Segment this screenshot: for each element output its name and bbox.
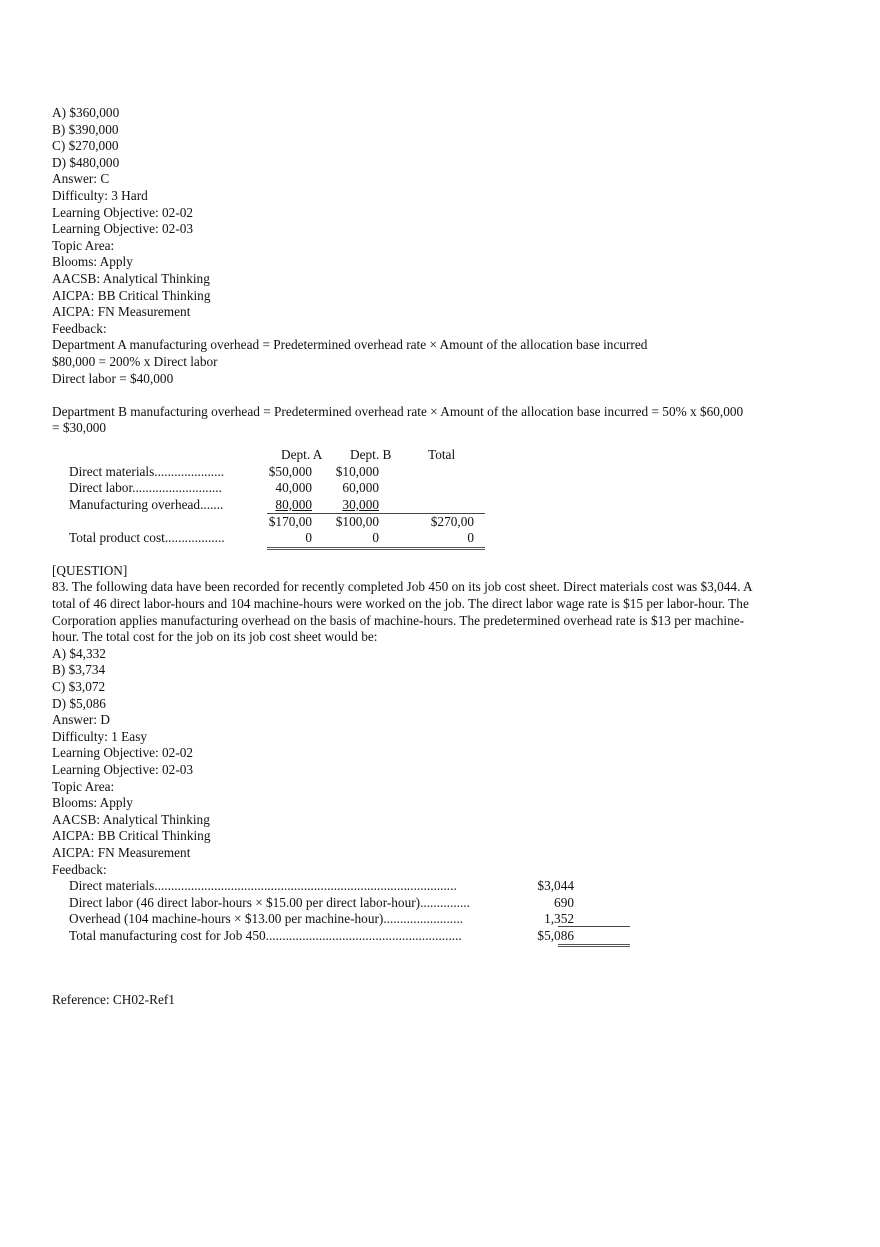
option-c: C) $270,000 <box>52 138 119 154</box>
row-label: Manufacturing overhead....... <box>69 496 224 512</box>
option-b: B) $3,734 <box>52 662 106 678</box>
aicpa: AICPA: FN Measurement <box>52 304 191 320</box>
answer-block-1 <box>52 105 832 437</box>
option-a: A) $4,332 <box>52 645 106 661</box>
blooms: Blooms: Apply <box>52 795 133 811</box>
question-text: 83. The following data have been recorded for recently completed Job 450 on its job cost sheet. Direct materials cost was $3,044. A total of 46 direct labor-hours and 104 machine-hours were worked on the job. The direct labor wage rate is $15 per labor-hour. The Corporation applies manufacturing overhead on the basis of machine-hours. The predetermined overhead rate is $13 per machine-hour. The total cost for the job on its job cost sheet would be: <box>52 579 752 645</box>
cell-dept-a-total: $170,00 <box>268 513 312 529</box>
row-label: Direct labor (46 direct labor-hours × $15.00 per direct labor-hour)............... <box>69 895 470 911</box>
row-label-total: Total product cost.................. <box>69 529 225 545</box>
cell-dept-b-total: $100,00 <box>335 513 379 529</box>
feedback-label: Feedback: <box>52 861 107 877</box>
difficulty: Difficulty: 1 Easy <box>52 728 148 744</box>
option-d: D) $480,000 <box>52 154 120 170</box>
feedback-line: $80,000 = 200% x Direct labor <box>52 353 218 369</box>
learning-objective: Learning Objective: 02-03 <box>52 221 194 237</box>
feedback-line: Department A manufacturing overhead = Predetermined overhead rate × Amount of the allocation base incurred <box>52 337 648 353</box>
cell-dept-a: 80,000 <box>275 496 312 512</box>
aicpa: AICPA: FN Measurement <box>52 844 191 860</box>
row-value: 1,352 <box>544 911 574 927</box>
option-a: A) $360,000 <box>52 105 120 120</box>
difficulty: Difficulty: 3 Hard <box>52 187 148 203</box>
option-b: B) $390,000 <box>52 121 119 137</box>
cost-table <box>52 447 832 551</box>
answer: Answer: D <box>52 712 110 728</box>
row-label: Direct materials..................... <box>69 463 225 479</box>
subtotal-rule <box>558 926 630 927</box>
cell-dept-b: $10,000 <box>335 463 379 479</box>
dept-b-feedback: Department B manufacturing overhead = Predetermined overhead rate × Amount of the allocation base incurred = 50% x $60,000 = $30,000 <box>52 403 744 436</box>
row-label-total: Total manufacturing cost for Job 450........................................................... <box>69 928 462 944</box>
aicpa: AICPA: BB Critical Thinking <box>52 828 211 844</box>
job-cost-table <box>52 878 832 944</box>
row-label: Direct materials........................................................................................... <box>69 878 457 894</box>
aicpa: AICPA: BB Critical Thinking <box>52 287 211 303</box>
option-c: C) $3,072 <box>52 679 106 695</box>
topic-area: Topic Area: <box>52 778 115 794</box>
col-header-dept-a: Dept. A <box>281 446 323 462</box>
learning-objective: Learning Objective: 02-02 <box>52 204 194 220</box>
option-d: D) $5,086 <box>52 695 106 711</box>
cell-dept-b: 30,000 <box>342 496 379 512</box>
row-value: 690 <box>554 895 574 911</box>
document-page <box>52 105 832 1009</box>
reference: Reference: CH02-Ref1 <box>52 992 175 1008</box>
answer: Answer: C <box>52 171 110 187</box>
cell-dept-b-total-cont: 0 <box>372 529 379 545</box>
total-double-rule <box>558 944 630 947</box>
row-label: Overhead (104 machine-hours × $13.00 per machine-hour)........................ <box>69 911 464 927</box>
feedback-line: Direct labor = $40,000 <box>52 370 174 386</box>
col-header-total: Total <box>428 446 456 462</box>
topic-area: Topic Area: <box>52 237 115 253</box>
total-double-rule <box>267 547 485 550</box>
row-label: Direct labor........................... <box>69 479 222 495</box>
cell-dept-b: 60,000 <box>342 479 379 495</box>
aacsb: AACSB: Analytical Thinking <box>52 270 210 286</box>
cell-grand-total: $270,00 <box>430 513 474 529</box>
question-block <box>52 563 832 878</box>
cell-grand-total-cont: 0 <box>467 529 474 545</box>
learning-objective: Learning Objective: 02-02 <box>52 745 194 761</box>
aacsb: AACSB: Analytical Thinking <box>52 811 210 827</box>
cell-dept-a-total-cont: 0 <box>305 529 312 545</box>
learning-objective: Learning Objective: 02-03 <box>52 762 194 777</box>
question-tag: [QUESTION] <box>52 562 128 578</box>
col-header-dept-b: Dept. B <box>350 446 392 462</box>
row-value: $3,044 <box>537 878 574 894</box>
blooms: Blooms: Apply <box>52 254 133 270</box>
feedback-label: Feedback: <box>52 320 107 336</box>
row-value-total: $5,086 <box>537 928 574 944</box>
cell-dept-a: $50,000 <box>268 463 312 479</box>
cell-dept-a: 40,000 <box>275 479 312 495</box>
